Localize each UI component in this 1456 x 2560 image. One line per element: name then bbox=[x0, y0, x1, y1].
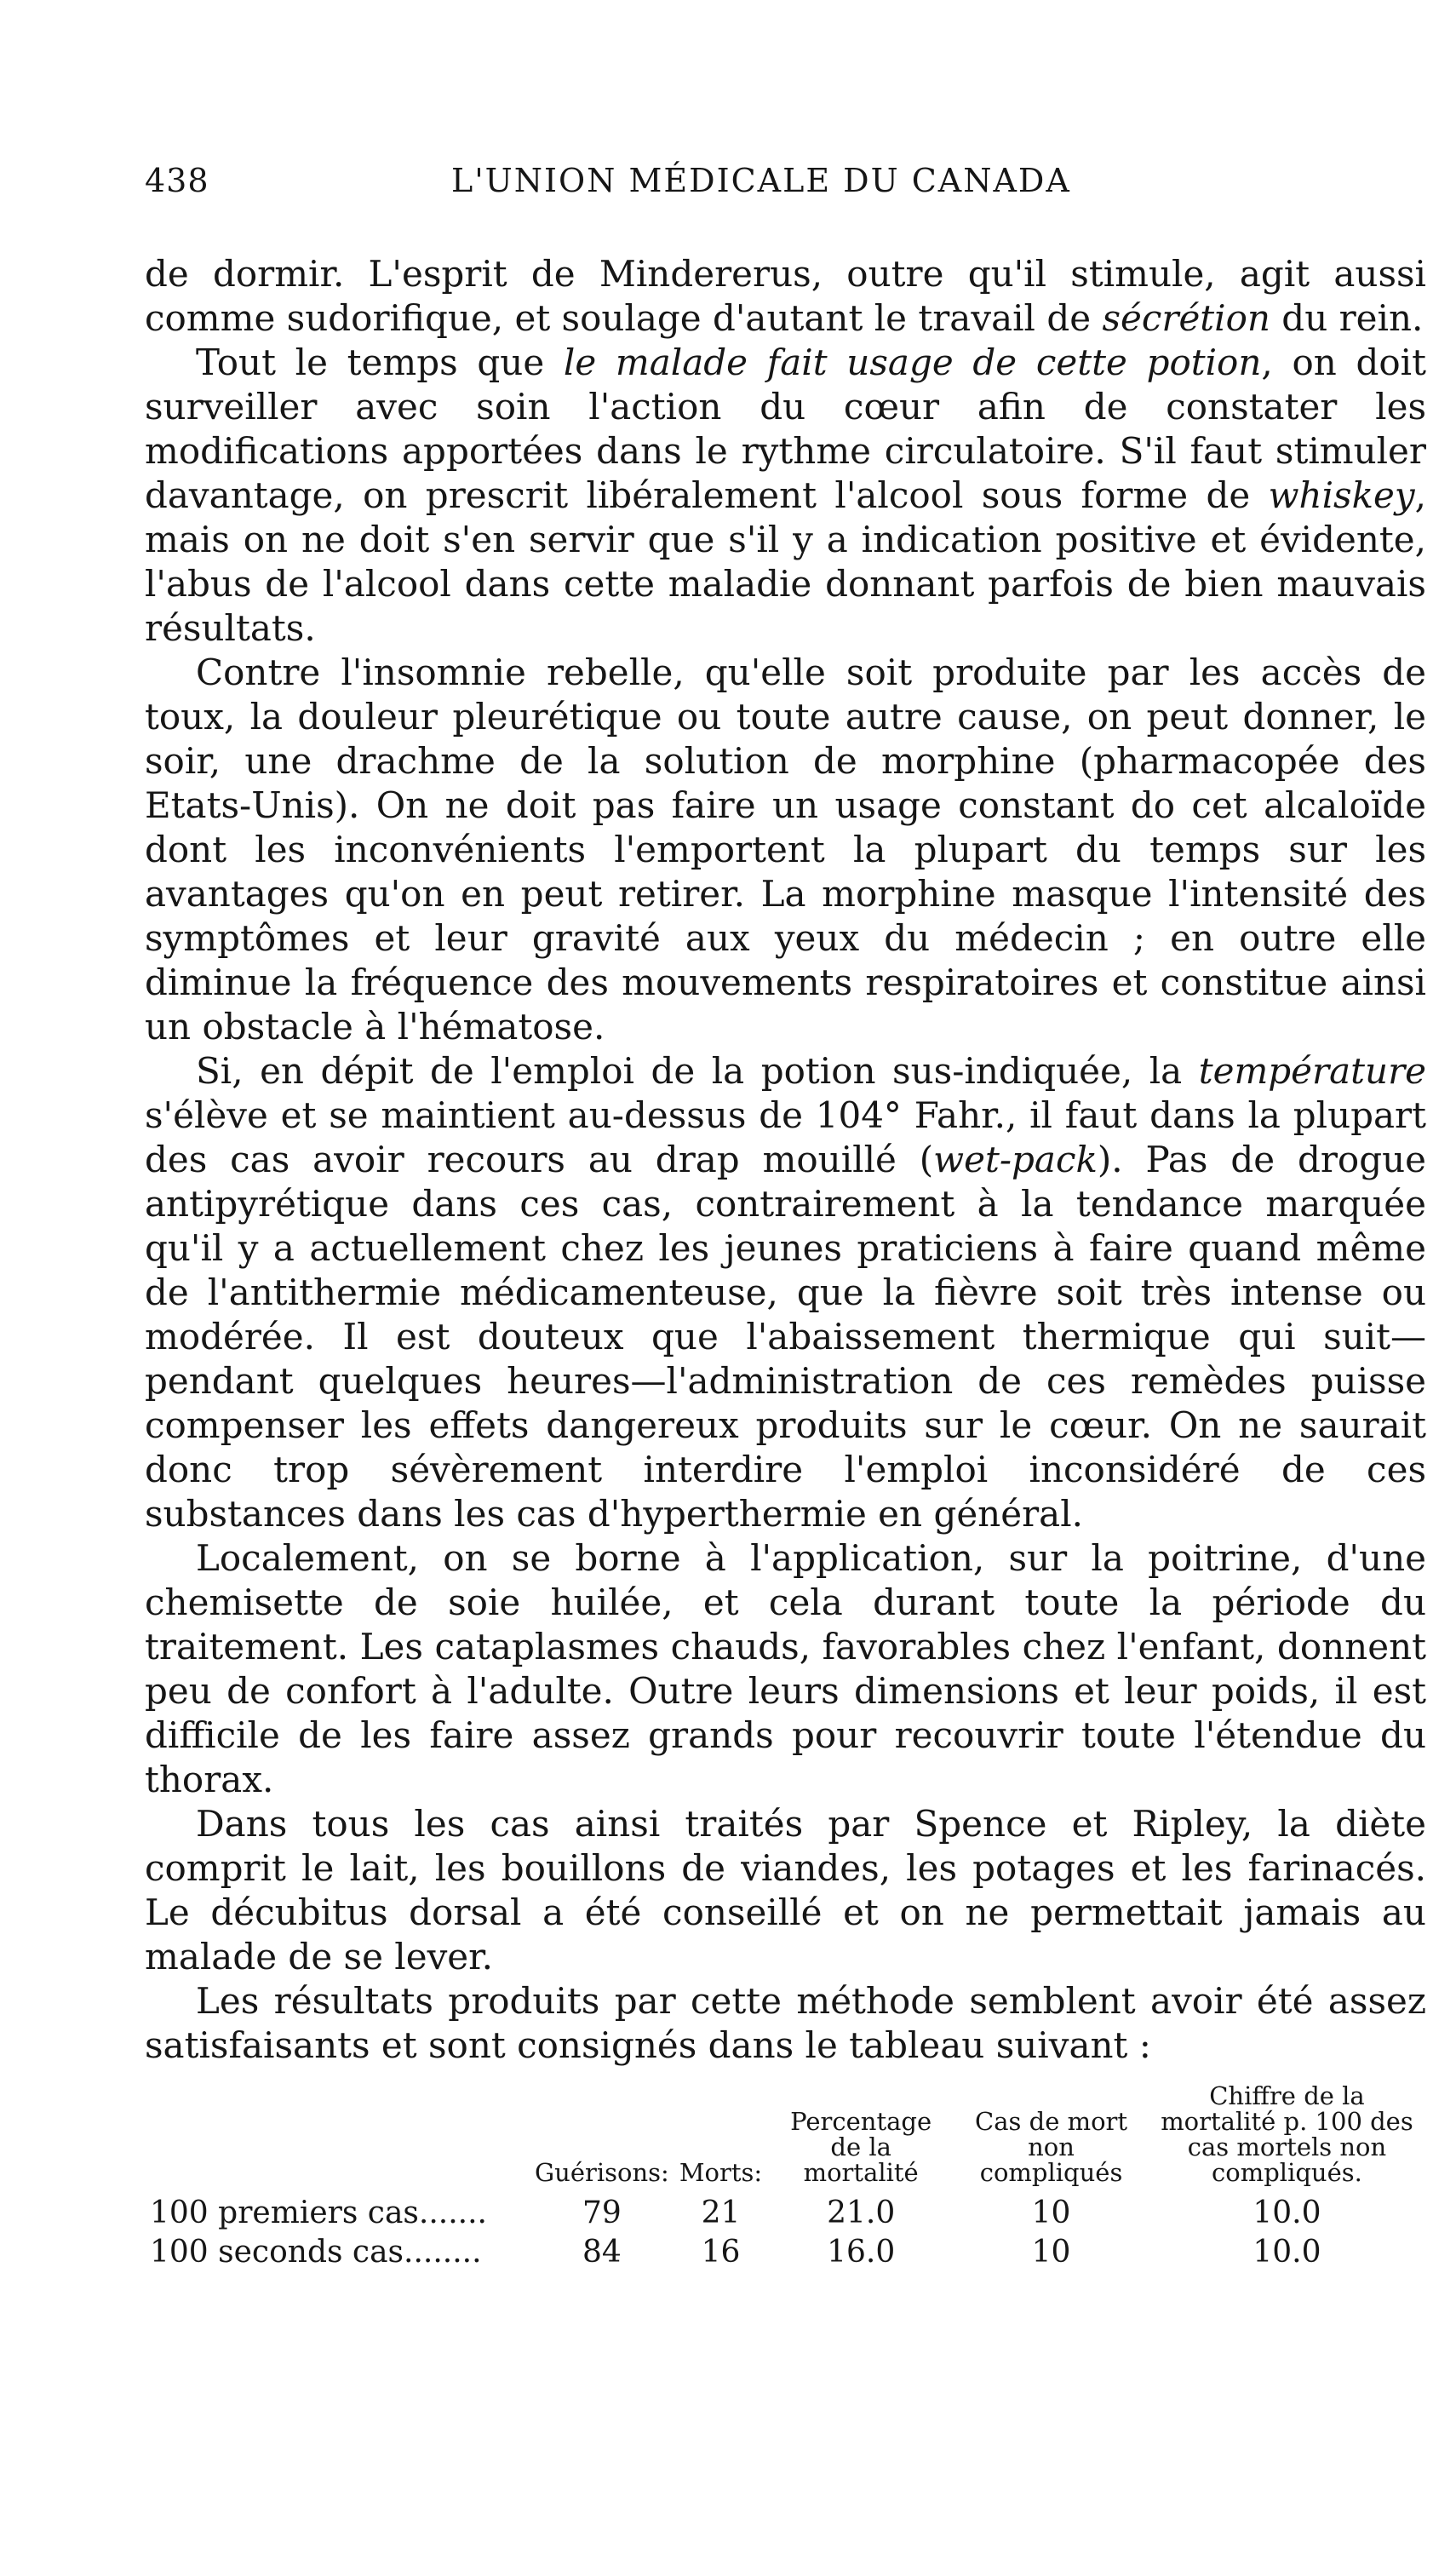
italic-text: le malade fait usage de cette potion bbox=[563, 342, 1262, 383]
paragraph-text: Si, en dépit de l'emploi de la potion sus-indiquée, la bbox=[196, 1050, 1199, 1092]
body-text bbox=[145, 252, 1426, 2068]
table-cell: 10 bbox=[1031, 2235, 1071, 2270]
table-cell: 10 bbox=[1031, 2196, 1071, 2230]
italic-text: température bbox=[1198, 1050, 1426, 1092]
table-cell: 10.0 bbox=[1253, 2235, 1321, 2270]
table-cell: 10.0 bbox=[1253, 2196, 1321, 2230]
table-header-cell: Morts: bbox=[679, 2158, 763, 2187]
paragraph-text: ). Pas de drogue antipyrétique dans ces cas, contrairement à la tendance marquée qu'il y a actuellement chez les jeunes praticiens à faire quand même de l'antithermie médicamenteuse, que la fièvre soit très intense ou modérée. Il est douteux que l'abaissement thermique qui suit—pendant quelques heures—l'administration de ces remèdes puisse compenser les effets dangereux produits sur le cœur. On ne saurait donc trop sévèrement interdire l'emploi inconsidéré de ces substances dans les cas d'hyperthermie en général. bbox=[145, 1139, 1427, 1535]
table-cell: 84 bbox=[582, 2235, 622, 2270]
table-cell: 16.0 bbox=[827, 2235, 896, 2270]
paragraph-text: de dormir. L'esprit de Mindererus, outre qu'il stimule, agit aussi comme sudorifique, et soulage d'autant le travail de bbox=[145, 253, 1426, 339]
paragraph bbox=[145, 252, 1426, 341]
table-row bbox=[145, 2233, 1426, 2272]
paragraph bbox=[145, 651, 1426, 1049]
paragraph bbox=[145, 1049, 1426, 1536]
paragraph bbox=[145, 341, 1426, 651]
italic-text: wet-pack bbox=[933, 1139, 1098, 1180]
paragraph-text: Localement, on se borne à l'application, sur la poitrine, d'une chemisette de soie huilée, et cela durant toute la période du traitement. Les cataplasmes chauds, favorables chez l'enfant, donnent peu de confort à l'adulte. Outre leurs dimensions et leur poids, il est difficile de les faire assez grands pour recouvrir toute l'étendue du thorax. bbox=[145, 1537, 1426, 1800]
paragraph-text: Dans tous les cas ainsi traités par Spence et Ripley, la diète comprit le lait, les bouillons de viandes, les potages et les farinacés. Le décubitus dorsal a été conseillé et on ne permettait jamais au malade de se lever. bbox=[145, 1803, 1426, 1977]
table-header-cell: Guérisons: bbox=[535, 2158, 669, 2187]
paragraph-text: , mais on ne doit s'en servir que s'il y a indication positive et évidente, l'abus de l'alcool dans cette maladie donnant parfois de bien mauvais résultats. bbox=[145, 474, 1426, 649]
table-header-cell bbox=[145, 2083, 530, 2194]
paragraph-text: du rein. bbox=[1270, 297, 1424, 339]
paragraph-text: Tout le temps que bbox=[196, 342, 564, 383]
table-header-row bbox=[145, 2083, 1426, 2194]
table-cell: 79 bbox=[582, 2196, 622, 2230]
table-header-cell: Cas de mort non compliqués bbox=[975, 2107, 1128, 2187]
table-row bbox=[145, 2194, 1426, 2233]
table-cell: 21.0 bbox=[827, 2196, 896, 2230]
document-page bbox=[145, 162, 1426, 2272]
journal-title: L'UNION MÉDICALE DU CANADA bbox=[451, 162, 1071, 199]
table-cell: 100 premiers cas....... bbox=[150, 2196, 487, 2230]
paragraph-text: Contre l'insomnie rebelle, qu'elle soit produite par les accès de toux, la douleur pleurétique ou toute autre cause, on peut donner, le soir, une drachme de la solution de morphine (pharmacopée des Etats-Unis). On ne doit pas faire un usage constant do cet alcaloïde dont les inconvénients l'emportent la plupart du temps sur les avantages qu'on en peut retirer. La morphine masque l'intensité des symptômes et leur gravité aux yeux du médecin ; en outre elle diminue la fréquence des mouvements respiratoires et constitue ainsi un obstacle à l'hématose. bbox=[145, 651, 1426, 1048]
paragraph-text: Les résultats produits par cette méthode semblent avoir été assez satisfaisants et sont consignés dans le tableau suivant : bbox=[145, 1980, 1426, 2066]
table-header-cell: Percentage de la mortalité bbox=[790, 2107, 932, 2187]
running-head bbox=[145, 162, 1426, 221]
paragraph bbox=[145, 1802, 1426, 1979]
table-cell: 16 bbox=[701, 2235, 741, 2270]
paragraph-text: s'élève et se maintient au-dessus de 104° Fahr., il faut dans la plupart des cas avoir recours au drap mouillé ( bbox=[145, 1094, 1426, 1180]
paragraph bbox=[145, 1979, 1426, 2068]
table-cell: 21 bbox=[701, 2196, 741, 2230]
table-header-cell: Chiffre de la mortalité p. 100 des cas mortels non compliqués. bbox=[1161, 2081, 1413, 2187]
italic-text: whiskey bbox=[1268, 474, 1415, 516]
paragraph bbox=[145, 1536, 1426, 1802]
paragraph-text: , on doit surveiller avec soin l'action du cœur afin de constater les modifications apportées dans le rythme circulatoire. S'il faut stimuler davantage, on prescrit libéralement l'alcool sous forme de bbox=[145, 342, 1426, 516]
page-number: 438 bbox=[145, 162, 209, 199]
results-table bbox=[145, 2083, 1426, 2272]
table-cell: 100 seconds cas........ bbox=[150, 2235, 482, 2270]
italic-text: sécrétion bbox=[1102, 297, 1270, 339]
